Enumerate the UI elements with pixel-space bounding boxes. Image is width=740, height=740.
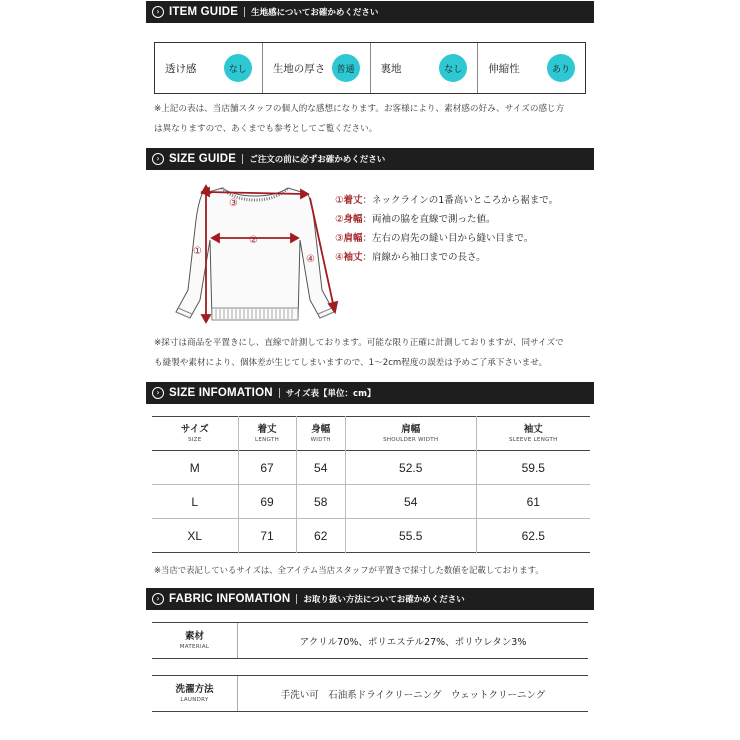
table-cell: 71	[238, 519, 296, 553]
table-cell: M	[189, 460, 200, 475]
measurement-item	[335, 210, 595, 229]
table-cell: XL	[187, 528, 203, 543]
item-guide-cell-lining	[371, 43, 479, 93]
divider	[296, 594, 297, 604]
item-guide-badge: なし	[439, 54, 467, 82]
section-title: FABRIC INFOMATION	[169, 593, 291, 605]
section-title: ITEM GUIDE	[169, 6, 239, 18]
size-info-note: ※当店で表記しているサイズは、全アイテム当店スタッフが平置きで採寸した数値を記載しております。	[154, 565, 544, 575]
measurement-name: 袖丈	[343, 252, 363, 263]
section-subtitle: 生地感についてお確かめください	[251, 8, 379, 18]
item-guide-header	[146, 1, 594, 23]
fabric-key-label: 素材	[184, 630, 204, 642]
item-guide-cell-transparency	[155, 43, 263, 93]
column-header: サイズ SIZE	[180, 423, 209, 443]
table-cell: L	[191, 494, 199, 509]
marker-3: ③	[229, 198, 238, 209]
section-title: SIZE GUIDE	[169, 153, 237, 165]
table-row	[152, 519, 590, 553]
table-cell: 62.5	[476, 519, 590, 553]
fabric-row-laundry	[152, 675, 588, 712]
section-subtitle: ご注文の前に必ずお確かめください	[249, 155, 386, 165]
item-guide-badge: あり	[547, 54, 575, 82]
size-info-header	[146, 382, 594, 404]
table-cell: 62	[296, 519, 345, 553]
chevron-right-icon: ›	[152, 593, 164, 605]
item-guide-cell-stretch	[478, 43, 585, 93]
chevron-right-icon: ›	[152, 153, 164, 165]
note-line: ※上記の表は、当店舗スタッフの個人的な感想になります。お客様により、素材感の好み、サイズの感じ方	[154, 104, 565, 114]
measurement-desc: ：両袖の脇を直線で測った値。	[362, 214, 496, 225]
table-cell: 54	[345, 485, 476, 519]
column-header: 着丈 LENGTH	[238, 417, 296, 451]
item-guide-badge: 普通	[332, 54, 360, 82]
note-line: も縫製や素材により、個体差が生じてしまいますので、1〜2cm程度の誤差は予めご了承下さいませ。	[154, 358, 548, 368]
marker-2: ②	[249, 235, 258, 246]
fabric-value: アクリル70%、ポリエステル27%、ポリウレタン3%	[299, 636, 527, 648]
item-guide-table	[154, 42, 586, 94]
measurement-number: ④	[335, 252, 344, 263]
table-cell: 52.5	[345, 451, 476, 485]
fabric-key-sublabel: MATERIAL	[179, 643, 210, 650]
measurement-desc: ：左右の肩先の縫い目から縫い目まで。	[362, 233, 534, 244]
table-cell: 61	[476, 485, 590, 519]
section-subtitle: サイズ表【単位：cm】	[285, 389, 376, 399]
fabric-key-sublabel: LAUNDRY	[180, 696, 209, 703]
marker-4: ④	[306, 254, 315, 265]
item-guide-label: 生地の厚さ	[272, 62, 326, 75]
size-guide-header	[146, 148, 594, 170]
section-title: SIZE INFOMATION	[169, 387, 273, 399]
measurement-number: ①	[335, 195, 344, 206]
item-guide-label: 透け感	[165, 62, 197, 75]
table-row	[152, 451, 590, 485]
table-cell: 55.5	[345, 519, 476, 553]
column-header: 肩幅 SHOULDER WIDTH	[345, 417, 476, 451]
measurement-desc: ：ネックラインの1番高いところから裾まで。	[362, 195, 559, 206]
fabric-key	[152, 676, 238, 711]
measurement-name: 身幅	[343, 214, 363, 225]
measurement-legend	[335, 191, 595, 267]
table-cell: 67	[238, 451, 296, 485]
item-guide-label: 伸縮性	[488, 62, 520, 75]
item-guide-cell-thickness	[263, 43, 371, 93]
measurement-number: ③	[335, 233, 344, 244]
fabric-info-header	[146, 588, 594, 610]
table-cell: 54	[296, 451, 345, 485]
sweater-measurement-diagram	[160, 180, 350, 330]
measurement-desc: ：肩線から袖口までの長さ。	[362, 252, 486, 263]
measurement-name: 着丈	[343, 195, 363, 206]
measurement-item	[335, 191, 595, 210]
fabric-key-label: 洗濯方法	[175, 683, 214, 695]
marker-1: ①	[193, 246, 202, 257]
table-cell: 59.5	[476, 451, 590, 485]
section-subtitle: お取り扱い方法についてお確かめください	[303, 595, 465, 605]
size-table	[152, 416, 590, 553]
column-header: 身幅 WIDTH	[296, 417, 345, 451]
measurement-item	[335, 229, 595, 248]
table-header-row	[152, 417, 590, 451]
item-guide-note	[154, 99, 594, 139]
fabric-value: 手洗い可 石油系ドライクリーニング ウェットクリーニング	[280, 689, 546, 701]
size-guide-note	[154, 333, 594, 373]
divider	[244, 7, 245, 17]
chevron-right-icon: ›	[152, 387, 164, 399]
fabric-key	[152, 623, 238, 658]
note-line: は異なりますので、あくまでも参考としてご覧ください。	[154, 124, 378, 134]
measurement-item	[335, 248, 595, 267]
fabric-row-material	[152, 622, 588, 659]
measurement-name: 肩幅	[343, 233, 363, 244]
measurement-number: ②	[335, 214, 344, 225]
item-guide-badge: なし	[224, 54, 252, 82]
chevron-right-icon: ›	[152, 6, 164, 18]
column-header: 袖丈 SLEEVE LENGTH	[476, 417, 590, 451]
table-cell: 58	[296, 485, 345, 519]
divider	[279, 388, 280, 398]
item-guide-label: 裏地	[380, 62, 402, 75]
divider	[242, 154, 243, 164]
note-line: ※採寸は商品を平置きにし、直線で計測しております。可能な限り正確に計測しておりますが、同サイズで	[154, 338, 564, 348]
table-cell: 69	[238, 485, 296, 519]
table-row	[152, 485, 590, 519]
